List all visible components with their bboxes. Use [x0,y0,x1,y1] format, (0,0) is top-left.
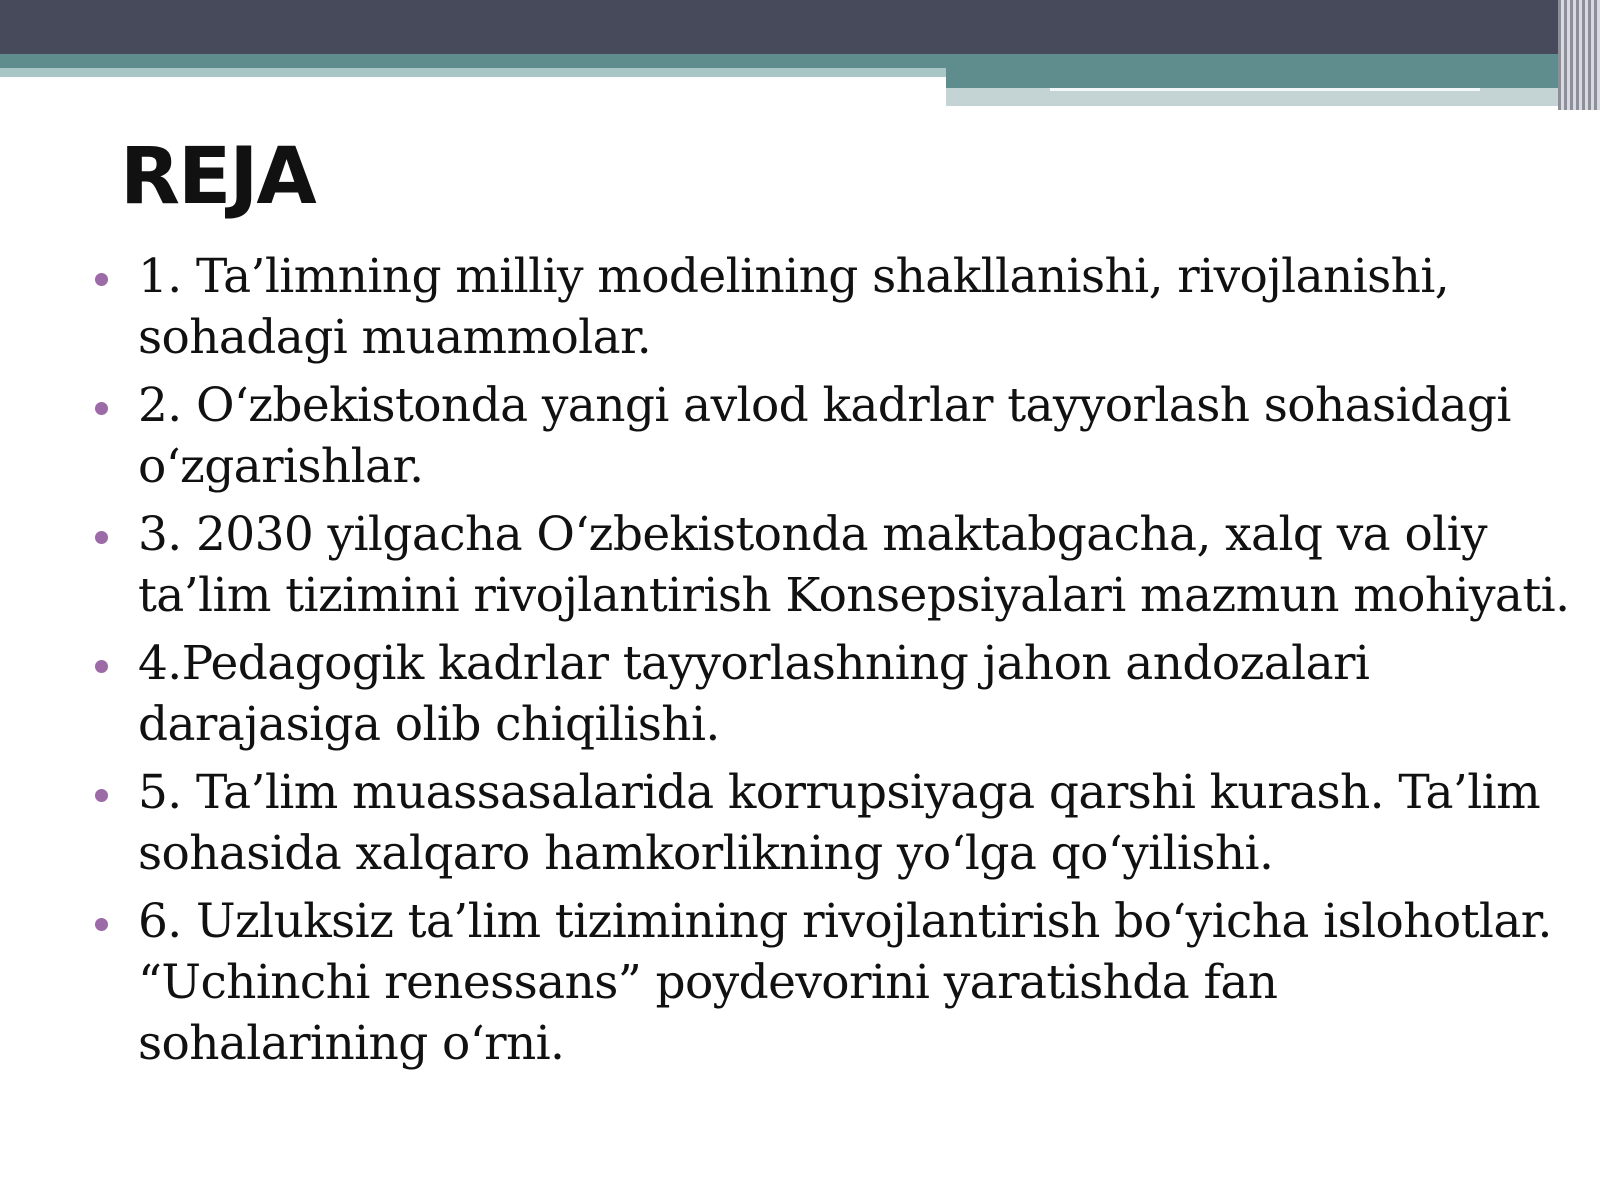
header-bar-teal [0,54,1600,68]
bullet-dot-icon [95,273,108,286]
plan-item-text: 6. Uzluksiz ta’lim tizimining rivojlantirish bo‘yicha islohotlar. “Uchinchi renessans” poydevorini yaratishda fan sohalarining o‘rni. [138,894,1552,1071]
plan-item-2 [92,375,1572,497]
plan-item-6 [92,891,1572,1074]
bullet-dot-icon [95,918,108,931]
header-bar-teal-right [946,68,1566,88]
plan-item-4 [92,633,1572,755]
header-highlight-line [1050,88,1480,91]
bullet-dot-icon [95,531,108,544]
plan-item-5 [92,762,1572,884]
plan-item-text: 2. O‘zbekistonda yangi avlod kadrlar tayyorlash sohasidagi o‘zgarishlar. [138,378,1511,494]
plan-item-text: 4.Pedagogik kadrlar tayyorlashning jahon andozalari darajasiga olib chiqilishi. [138,636,1370,752]
plan-item-3 [92,504,1572,626]
header-bar-teal-light [0,68,946,77]
plan-item-1 [92,246,1572,368]
bullet-dot-icon [95,789,108,802]
slide-title: REJA [120,132,315,222]
edge-stripes-decoration [1558,0,1600,110]
bullet-dot-icon [95,402,108,415]
plan-item-text: 5. Ta’lim muassasalarida korrupsiyaga qarshi kurash. Ta’lim sohasida xalqaro hamkorlikning yo‘lga qo‘yilishi. [138,765,1541,881]
bullet-dot-icon [95,660,108,673]
plan-item-text: 3. 2030 yilgacha O‘zbekistonda maktabgacha, xalq va oliy ta’lim tizimini rivojlantirish Konsepsiyalari mazmun mohiyati. [138,507,1570,623]
plan-item-text: 1. Ta’limning milliy modelining shakllanishi, rivojlanishi, sohadagi muammolar. [138,249,1450,365]
header-bar-dark [0,0,1600,54]
plan-list [92,246,1572,1081]
